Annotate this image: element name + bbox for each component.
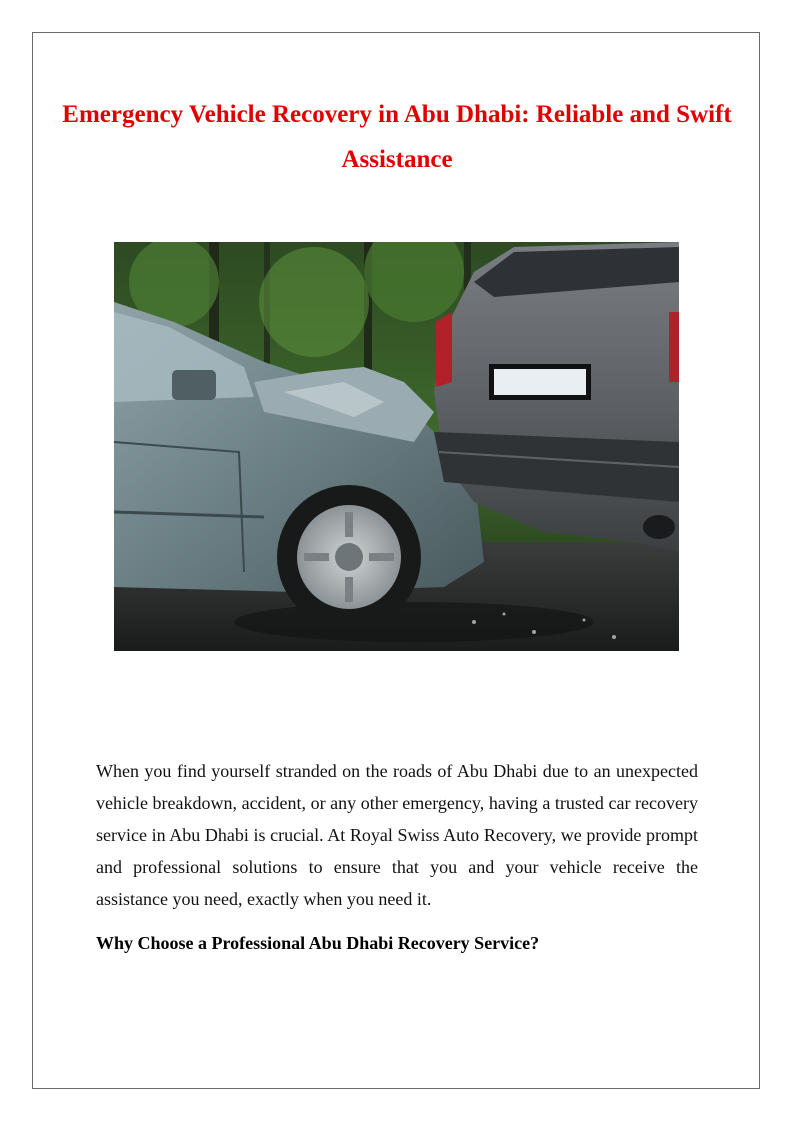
document-title: Emergency Vehicle Recovery in Abu Dhabi: Reliable and Swift Assistance xyxy=(62,101,732,173)
section-heading: Why Choose a Professional Abu Dhabi Recovery Service? xyxy=(96,933,540,953)
intro-paragraph: When you find yourself stranded on the roads of Abu Dhabi due to an unexpected vehicle breakdown, accident, or any other emergency, having a trusted car recovery service in Abu Dhabi is crucial. At Royal Swiss Auto Recovery, we provide prompt and professional solutions to ensure that you and your vehicle receive the assistance you need, exactly when you need it. xyxy=(96,761,698,909)
car-crash-photo xyxy=(114,242,679,651)
